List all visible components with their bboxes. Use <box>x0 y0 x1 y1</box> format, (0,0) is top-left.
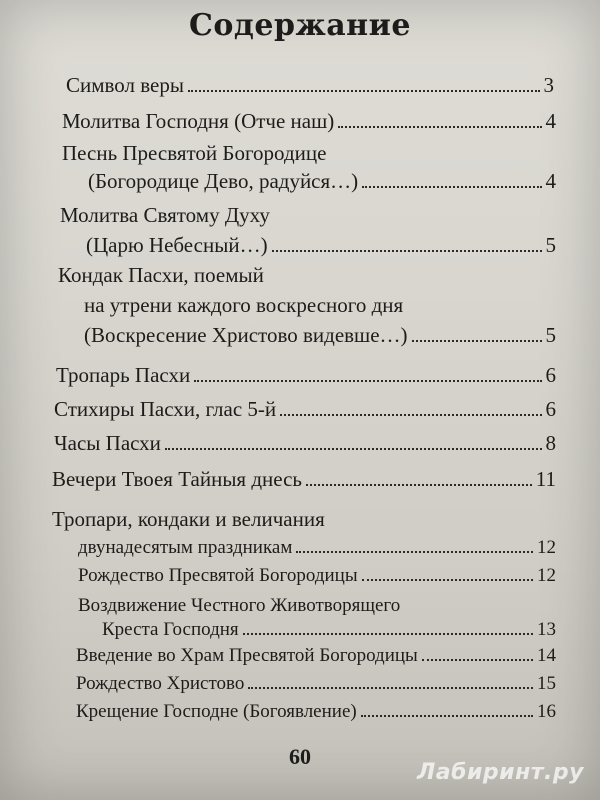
toc-entry-page: 12 <box>537 537 556 558</box>
toc-entry-page: 15 <box>537 673 556 694</box>
toc-entry[interactable] <box>78 536 556 560</box>
toc-entry-title: (Царю Небесный…) <box>86 233 268 257</box>
toc-entry-page: 16 <box>537 701 556 722</box>
dot-leader <box>248 687 533 689</box>
toc-entry-page: 4 <box>545 109 556 133</box>
toc-entry[interactable] <box>76 700 556 724</box>
toc-entry-title: Рождество Пресвятой Богородицы <box>78 565 358 586</box>
toc-entry[interactable] <box>88 168 556 194</box>
dot-leader <box>338 126 541 128</box>
toc-entry-title: Крещение Господне (Богоявление) <box>76 701 357 722</box>
toc-entry-title: Стихиры Пасхи, глас 5-й <box>54 397 277 421</box>
toc-entry-title: Рождество Христово <box>76 673 245 694</box>
toc-entry-title: Креста Господня <box>102 619 239 640</box>
toc-entry[interactable] <box>76 644 556 668</box>
page-title: Содержание <box>189 8 411 43</box>
toc-entry[interactable] <box>54 396 556 422</box>
toc-entry[interactable] <box>84 322 556 348</box>
toc-entry-page: 12 <box>537 565 556 586</box>
toc-entry-page: 6 <box>545 397 556 421</box>
dot-leader <box>188 90 540 92</box>
dot-leader <box>165 448 542 450</box>
toc-entry-title: Молитва Господня (Отче наш) <box>62 109 335 133</box>
dot-leader <box>422 659 533 661</box>
toc-entry-title: Введение во Храм Пресвятой Богородицы <box>76 645 418 666</box>
dot-leader <box>243 633 533 635</box>
dot-leader <box>361 715 533 717</box>
toc-entry-title-line: на утрени каждого воскресного дня <box>84 293 404 317</box>
toc-entry[interactable] <box>54 430 556 456</box>
toc-entry-page: 6 <box>545 363 556 387</box>
toc-entry[interactable] <box>56 362 556 388</box>
toc-entry-page: 14 <box>537 645 556 666</box>
toc-entry[interactable] <box>52 466 556 492</box>
toc-entry-title: Тропарь Пасхи <box>56 363 191 387</box>
dot-leader <box>194 380 541 382</box>
toc-entry-title: Часы Пасхи <box>54 431 161 455</box>
toc-entry[interactable] <box>66 72 554 98</box>
toc-entry[interactable] <box>62 108 556 134</box>
toc-entry-page: 13 <box>537 619 556 640</box>
dot-leader <box>280 414 541 416</box>
toc-entry-page: 8 <box>545 431 556 455</box>
toc-entry-page: 3 <box>543 73 554 97</box>
toc-entry-title-line: Тропари, кондаки и величания <box>52 507 325 531</box>
toc-entry[interactable] <box>78 564 556 588</box>
toc-entry-title: Символ веры <box>66 73 184 97</box>
toc-entry-title-line: Песнь Пресвятой Богородице <box>62 141 327 165</box>
dot-leader <box>412 340 542 342</box>
dot-leader <box>362 186 541 188</box>
dot-leader <box>272 250 542 252</box>
toc-entry-title: (Богородице Дево, радуйся…) <box>88 169 359 193</box>
toc-entry-title-line: Кондак Пасхи, поемый <box>58 263 264 287</box>
dot-leader <box>296 551 533 553</box>
toc-entry-title: Вечери Твоея Тайныя днесь <box>52 467 303 491</box>
toc-entry-page: 5 <box>545 323 556 347</box>
watermark-logo: Лабиринт.ру <box>417 760 584 785</box>
dot-leader <box>306 484 532 486</box>
dot-leader <box>362 579 533 581</box>
toc-entry-page: 4 <box>545 169 556 193</box>
toc-entry[interactable] <box>76 672 556 696</box>
toc-entry[interactable] <box>102 618 556 642</box>
toc-entry-page: 11 <box>535 467 556 491</box>
toc-entry-title-line: Воздвижение Честного Животворящего <box>78 595 401 616</box>
toc-entry-page: 5 <box>545 233 556 257</box>
toc-entry-title-line: Молитва Святому Духу <box>60 203 270 227</box>
page-number: 60 <box>289 744 311 769</box>
toc-entry-title: (Воскресение Христово видевше…) <box>84 323 408 347</box>
toc-entry[interactable] <box>86 232 556 258</box>
toc-entry-title: двунадесятым праздникам <box>78 537 293 558</box>
